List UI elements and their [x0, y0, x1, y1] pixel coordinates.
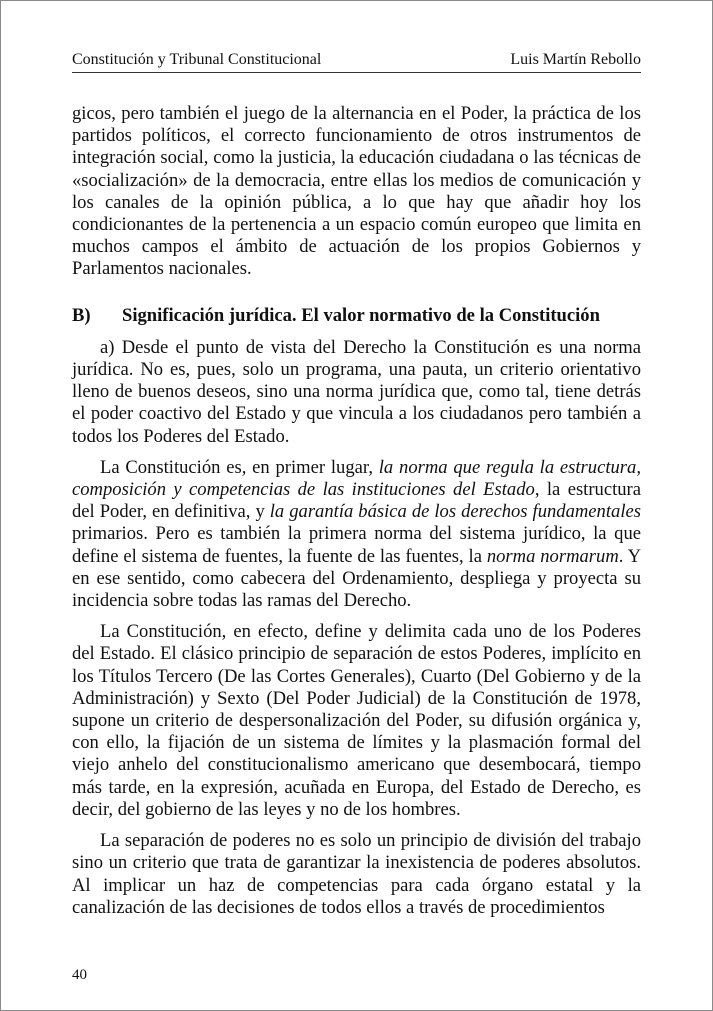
main-text — [72, 103, 641, 919]
paragraph-separation-powers: La Constitución, en efecto, define y delimita cada uno de los Poderes del Estado. El clásico principio de separación de estos Poderes, implícito en los Títulos Tercero (De las Cortes Generales), Cuarto (Del Gobierno y de la Administración) y Sexto (Del Poder Judicial) de la Constitución de 1978, supone un criterio de despersonalización del Poder, su difusión orgánica y, con ello, la fijación de un sistema de límites y la plasmación formal del viejo anhelo del constitucionalismo americano que desembocará, tiempo más tarde, en la expresión, acuñada en Europa, del Estado de Derecho, es decir, del gobierno de las leyes y no de los hombres. — [72, 621, 641, 820]
italic-run: norma normarum — [486, 545, 619, 567]
text-run: , la estructura del Poder, en definitiva, y — [72, 479, 641, 523]
page-number: 40 — [72, 967, 87, 983]
paragraph-constitution-structure — [72, 457, 641, 612]
header-book-title: Constitución y Tribunal Constitucional — [72, 51, 322, 68]
running-header — [72, 50, 641, 70]
italic-run: la norma que regula la estructura, composición y competencias de las instituciones del Estado — [72, 456, 641, 501]
paragraph-a: a) Desde el punto de vista del Derecho la Constitución es una norma jurídica. No es, pues, solo un programa, una pauta, un criterio orientativo lleno de buenos deseos, sino una norma jurídica que, como tal, tiene detrás el poder coactivo del Estado y que vincula a los ciudadanos pero también a todos los Poderes del Estado. — [72, 336, 641, 447]
section-heading — [72, 305, 641, 327]
paragraph-division-labour: La separación de poderes no es solo un principio de división del trabajo sino un criterio que trata de garantizar la inexistencia de poderes absolutos. Al implicar un haz de competencias para cada órgano estatal y la canalización de las decisiones de todos ellos a través de procedimientos — [72, 830, 641, 918]
header-rule — [72, 72, 641, 73]
section-letter: B) — [72, 304, 91, 326]
text-run: La Constitución es, en primer lugar, — [100, 456, 379, 478]
paragraph-continuation: gicos, pero también el juego de la alternancia en el Poder, la práctica de los partidos políticos, el correcto funcionamiento de otros instrumentos de integración social, como la justicia, la educación ciudadana o las técnicas de «socialización» de la democracia, entre ellas los medios de comunicación y los canales de la opinión pública, a lo que hay que añadir hoy los condicionantes de la pertenencia a un espacio común europeo que limita en muchos campos el ámbito de actuación de los propios Gobiernos y Parlamentos nacionales. — [72, 103, 641, 280]
text-run: primarios. Pero es también la primera norma del sistema jurídico, la que define el sistema de fuentes, la fuente de las fuentes, la — [72, 523, 641, 567]
text-run: . Y en ese sentido, como cabecera del Ordenamiento, despliega y proyecta su incidencia sobre todas las ramas del Derecho. — [72, 545, 642, 612]
header-author: Luis Martín Rebollo — [510, 51, 641, 68]
italic-run: la garantía básica de los derechos fundamentales — [269, 501, 641, 523]
section-title: Significación jurídica. El valor normativo de la Constitución — [122, 304, 600, 326]
